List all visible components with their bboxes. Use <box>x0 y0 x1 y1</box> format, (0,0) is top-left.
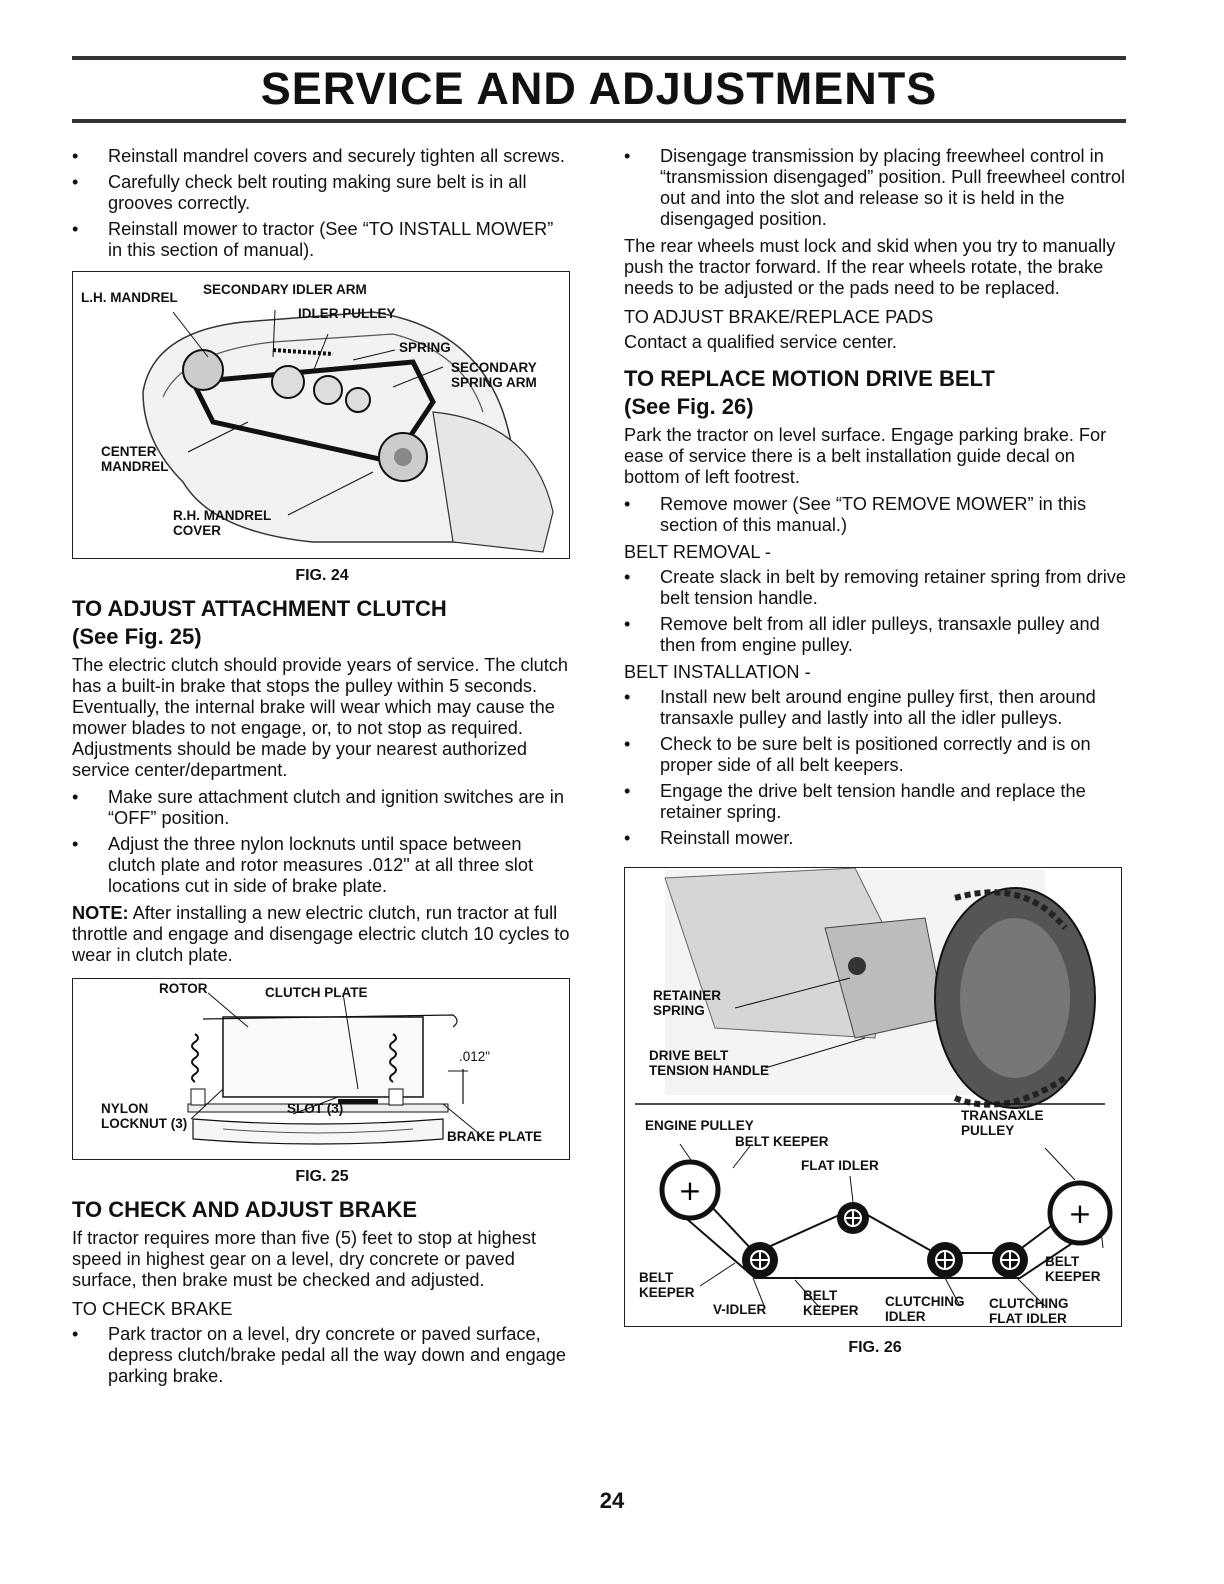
figure-26-caption: FIG. 26 <box>848 1339 902 1356</box>
bullet-item: • Engage the drive belt tension handle and replace the retainer spring. <box>624 781 1126 823</box>
label-clutching-flat-idler: CLUTCHING FLAT IDLER <box>989 1296 1069 1326</box>
svg-text:+: + <box>678 1174 702 1207</box>
belt-removal-list <box>624 567 1126 656</box>
page-number: 24 <box>599 1488 625 1513</box>
label-v-idler: V-IDLER <box>713 1302 767 1317</box>
clutch-bullet-list <box>72 787 572 897</box>
label-retainer-spring: RETAINER SPRING <box>653 988 722 1018</box>
label-idler-pulley: IDLER PULLEY <box>298 306 396 321</box>
belt-paragraph: Park the tractor on level surface. Engage parking brake. For ease of service there is a belt installation guide decal on bottom of left footrest. <box>624 425 1107 487</box>
label-rotor: ROTOR <box>159 981 208 996</box>
label-rh-mandrel-cover: R.H. MANDREL COVER <box>173 508 272 538</box>
label-brake-plate: BRAKE PLATE <box>447 1129 543 1144</box>
label-engine-pulley: ENGINE PULLEY <box>645 1118 754 1133</box>
clutch-heading: TO ADJUST ATTACHMENT CLUTCH (See Fig. 25) <box>72 596 447 649</box>
bullet-item: • Check to be sure belt is positioned correctly and is on proper side of all belt keepers. <box>624 734 1126 776</box>
right-column <box>624 146 1126 1367</box>
label-secondary-idler-arm: SECONDARY IDLER ARM <box>203 282 367 297</box>
label-gap: .012" <box>459 1049 491 1064</box>
figure-26 <box>624 867 1122 1327</box>
bullet-item: • Reinstall mower. <box>624 828 1126 849</box>
label-belt-keeper-top: BELT KEEPER <box>735 1134 829 1149</box>
bullet-item: • Remove mower (See “TO REMOVE MOWER” in this section of this manual.) <box>624 494 1126 536</box>
belt-installation-heading: BELT INSTALLATION - <box>624 662 811 682</box>
bullet-item: • Park tractor on a level, dry concrete or paved surface, depress clutch/brake pedal all the way down and engage parking brake. <box>72 1324 572 1387</box>
label-secondary-spring-arm: SECONDARY SPRING ARM <box>451 360 537 390</box>
bullet-item: • Reinstall mower to tractor (See “TO INSTALL MOWER” in this section of manual). <box>72 219 572 261</box>
bullet-item: • Make sure attachment clutch and ignition switches are in “OFF” position. <box>72 787 572 829</box>
bullet-item: • Disengage transmission by placing freewheel control in “transmission disengaged” position. Pull freewheel control out and into the slot and release so it is held in the disengaged position. <box>624 146 1126 230</box>
freewheel-bullet-list <box>624 146 1126 230</box>
bullet-item: • Adjust the three nylon locknuts until space between clutch plate and rotor measures .012" at all three slot locations cut in side of brake plate. <box>72 834 572 897</box>
clutch-note: NOTE: After installing a new electric clutch, run tractor at full throttle and engage and disengage electric clutch 10 cycles to wear in clutch plate. <box>72 903 570 965</box>
clutch-paragraph: The electric clutch should provide years of service. The clutch has a built-in brake that stops the pulley within 5 seconds. Eventually, the internal brake will wear which may cause the mower blades to not engage, or, to not stop as required. Adjustments should be made by your nearest authorized service center/department. <box>72 655 569 780</box>
belt-heading: TO REPLACE MOTION DRIVE BELT (See Fig. 26) <box>624 366 995 419</box>
adjust-brake-heading: TO ADJUST BRAKE/REPLACE PADS <box>624 307 934 327</box>
brake-check-paragraph: The rear wheels must lock and skid when you try to manually push the tractor forward. If the rear wheels rotate, the brake needs to be adjusted or the pads need to be replaced. <box>624 236 1116 298</box>
figure-24 <box>72 271 570 559</box>
remove-mower-list <box>624 494 1126 536</box>
left-column <box>72 146 572 1393</box>
figure-24-caption: FIG. 24 <box>295 567 349 584</box>
page-title: SERVICE AND ADJUSTMENTS <box>260 63 938 114</box>
label-clutch-plate: CLUTCH PLATE <box>265 985 368 1000</box>
brake-heading: TO CHECK AND ADJUST BRAKE <box>72 1197 418 1222</box>
label-clutching-idler: CLUTCHING IDLER <box>885 1294 965 1324</box>
label-flat-idler: FLAT IDLER <box>801 1158 879 1173</box>
brake-paragraph: If tractor requires more than five (5) feet to stop at highest speed in highest gear on a level, dry concrete or paved surface, then brake must be checked and adjusted. <box>72 1228 537 1290</box>
label-transaxle-pulley: TRANSAXLE PULLEY <box>961 1108 1044 1138</box>
label-belt-keeper-left: BELT KEEPER <box>639 1270 695 1300</box>
bullet-item: • Create slack in belt by removing retainer spring from drive belt tension handle. <box>624 567 1126 609</box>
figure-25 <box>72 978 570 1160</box>
label-belt-keeper-mid: BELT KEEPER <box>803 1288 859 1318</box>
belt-removal-heading: BELT REMOVAL - <box>624 542 771 562</box>
bullet-item: • Reinstall mandrel covers and securely tighten all screws. <box>72 146 572 167</box>
title-rule <box>72 119 1126 123</box>
adjust-brake-text: Contact a qualified service center. <box>624 332 897 352</box>
intro-bullet-list <box>72 146 572 261</box>
bullet-item: • Remove belt from all idler pulleys, transaxle pulley and then from engine pulley. <box>624 614 1126 656</box>
label-center-mandrel: CENTER MANDREL <box>101 444 169 474</box>
label-lh-mandrel: L.H. MANDREL <box>81 290 178 305</box>
brake-bullet-list <box>72 1324 572 1387</box>
label-spring: SPRING <box>399 340 451 355</box>
label-belt-keeper-right: BELT KEEPER <box>1045 1254 1101 1284</box>
belt-installation-list <box>624 687 1126 849</box>
label-drive-belt-tension-handle: DRIVE BELT TENSION HANDLE <box>649 1048 770 1078</box>
figure-25-caption: FIG. 25 <box>295 1168 349 1185</box>
bullet-item: • Carefully check belt routing making sure belt is in all grooves correctly. <box>72 172 572 214</box>
svg-text:+: + <box>1068 1197 1092 1230</box>
top-rule <box>72 56 1126 60</box>
label-slot: SLOT (3) <box>287 1101 344 1116</box>
check-brake-heading: TO CHECK BRAKE <box>72 1299 233 1319</box>
bullet-item: • Install new belt around engine pulley first, then around transaxle pulley and lastly into all the idler pulleys. <box>624 687 1126 729</box>
label-nylon-locknut: NYLON LOCKNUT (3) <box>101 1101 188 1131</box>
